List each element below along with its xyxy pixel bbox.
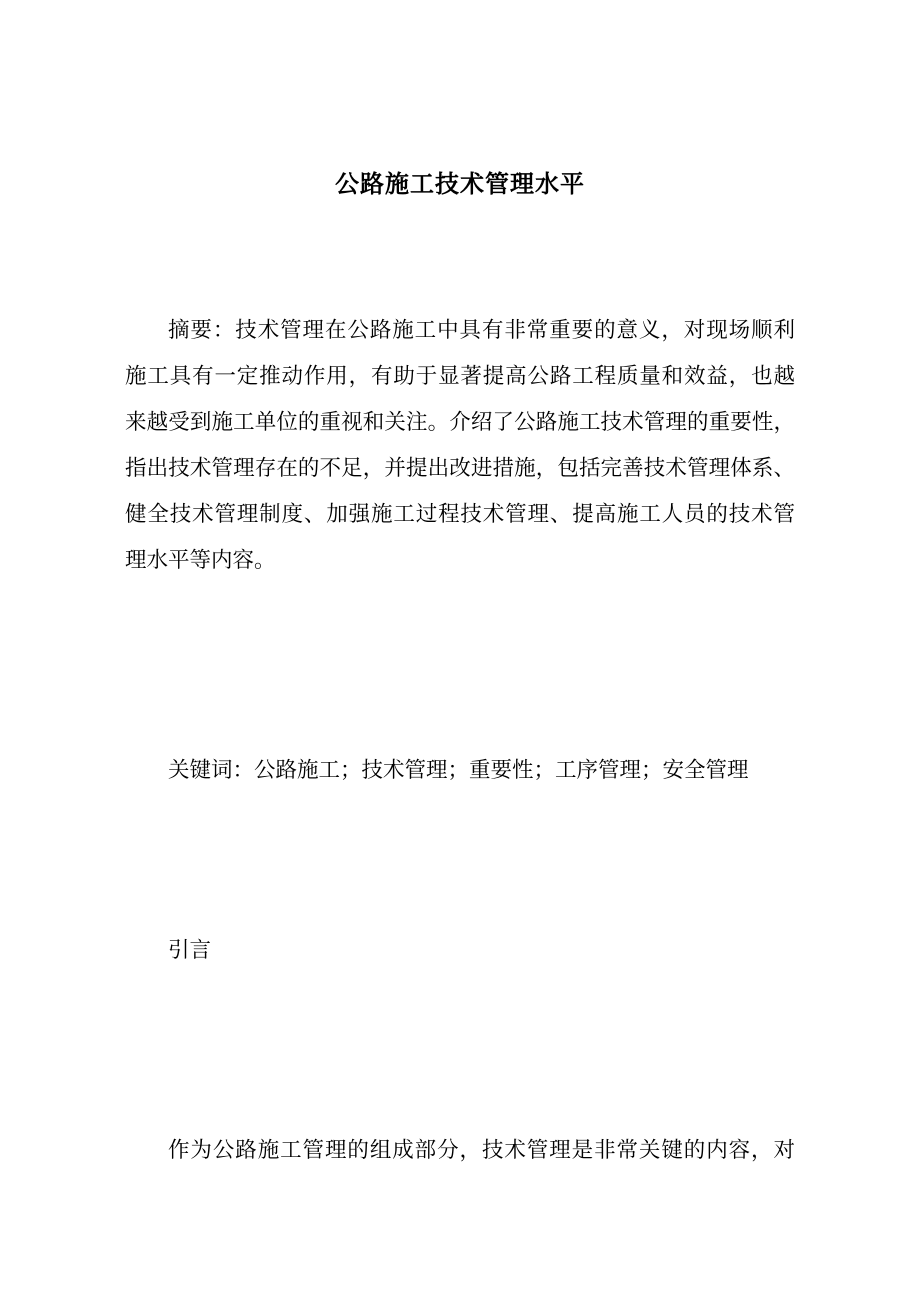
body-paragraph bbox=[125, 1127, 795, 1173]
keywords-paragraph bbox=[125, 747, 795, 793]
keywords-line: 关键词：公路施工；技术管理；重要性；工序管理；安全管理 bbox=[168, 758, 749, 782]
abstract-line: 来越受到施工单位的重视和关注。介绍了公路施工技术管理的重要性， bbox=[125, 410, 795, 434]
abstract-line: 摘要：技术管理在公路施工中具有非常重要的意义，对现场顺利 bbox=[168, 318, 795, 342]
abstract-paragraph bbox=[125, 307, 795, 583]
abstract-line: 指出技术管理存在的不足，并提出改进措施，包括完善技术管理体系、 bbox=[125, 456, 795, 480]
section-heading: 引言 bbox=[168, 938, 212, 962]
abstract-line: 健全技术管理制度、加强施工过程技术管理、提高施工人员的技术管 bbox=[125, 502, 795, 526]
abstract-line: 施工具有一定推动作用，有助于显著提高公路工程质量和效益，也越 bbox=[125, 364, 795, 388]
body-paragraph-line: 作为公路施工管理的组成部分，技术管理是非常关键的内容，对 bbox=[168, 1138, 795, 1162]
abstract-line: 理水平等内容。 bbox=[125, 548, 276, 572]
section-heading-block bbox=[125, 927, 795, 973]
document-title: 公路施工技术管理水平 bbox=[335, 172, 585, 198]
